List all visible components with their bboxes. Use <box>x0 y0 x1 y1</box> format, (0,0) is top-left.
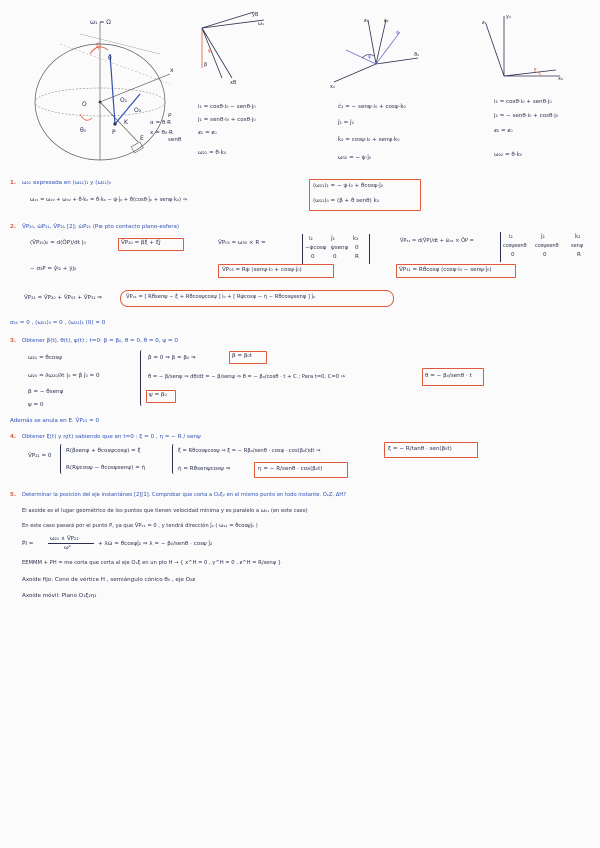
section2-vp21-sum: V̄P₂₁ = V̄P₂₀ + V̄P₀₃ + V̄P₃₁ ⇒ <box>24 295 102 301</box>
section4-box-xi-text: ξ = − R/tanθ · sen(β₀t) <box>388 446 452 452</box>
sphere-label-theta0: θ₀ <box>80 127 87 134</box>
axes3-label-y0: y₀ <box>506 14 511 20</box>
m2-c4: cosψsenθ <box>535 243 559 249</box>
section2-box-vp03-text: V̄P₀₃ = Rψ̇ (senψ·i̇₀ + cosψ·ĵ₀) <box>222 267 302 273</box>
sphere-formula-4: senθ <box>168 137 182 143</box>
axes3-label-z2: ƶ₂ <box>482 20 487 26</box>
section3-note: Además se anula en E. V̄P₂₁ = 0 <box>10 418 100 424</box>
section5-frac-bar <box>48 543 94 544</box>
axes1-label-yB: yB <box>252 12 259 18</box>
section3-box-psi-text: ψ = β₀ <box>149 392 167 398</box>
col2-eq-3: k̂₂ = cosψ·i̇₀ + senψ·k̇₀ <box>338 137 400 143</box>
section4-brace-2 <box>172 444 176 474</box>
section1-number: 1. <box>10 180 17 186</box>
section5-line-5: Axoide fijo: Cono de vértice H , semiángulo cónico θ₀ , eje O₂ƶ <box>22 577 196 583</box>
section4-box-eta-text: η = − R/senθ · cos(β₀t) <box>258 466 323 472</box>
section2-vp31-def: V̄P₃₁ = d(V̄P)/dt + ω̄₃₁ × ŌP = <box>400 238 474 244</box>
axes3-label-x0: x₀ <box>558 76 563 82</box>
axes-diagram-2 <box>328 14 428 94</box>
col3-eq-2: j̇₂ = − senθ·i̇₀ + cosθ·j̇₀ <box>494 113 559 119</box>
section5-pi-frac-top: ω₂₁ ∧ V̄P₂₁ <box>50 536 79 542</box>
section5-line-4: EEMMM + PH = me corta que corta al eje O₁ξ en un pto H → { x^H = 0 , y^H = 0 , ƶ^H = R/senψ } <box>22 560 282 566</box>
m2-c7: 0 <box>543 252 547 258</box>
axes1-label-psi: ψ <box>208 48 212 54</box>
section4-right-1: ξ̇ = Rθ̇cosψcosψ ⇒ ξ = − Rβ₀/senθ · cosψ · cos(β₀t)dt ⇒ <box>178 448 321 454</box>
axes1-label-omega: ω₁ <box>258 21 265 27</box>
section2-vp21-result: V̄P₂₁ = [ Rθ̇senψ − ξ̇ + Rθ̇cosψcosψ ] i̇₀ + [ Rψ̇cosψ − η̇ − Rθ̇cosψsenψ ] ĵ₀ <box>126 294 316 300</box>
col1-eq-3: ƶ₁ = ƶ₀ <box>198 130 217 136</box>
section2-title: V̄P₂₀, ω̄P₂₁, V̄P₂₁ [2]; ω̄P₂₁ (P≡ pto contacto plano-esfera) <box>22 224 180 230</box>
axes2-label-z2: ƶ₂ <box>384 18 389 24</box>
sphere-label-O1: O₁ <box>120 97 128 104</box>
section2-vp20-derivative: (V̄P₂₀)₀ = d(ŌP)/dt |₀ <box>30 240 86 246</box>
axes1-label-xB: xB <box>230 80 237 86</box>
section2-box-vp20-text: V̄P₂₀ = β̇ξ̇ + ξ̇ĵ <box>121 240 161 246</box>
section4-brace <box>60 444 64 474</box>
m2-c3: cosψsenθ <box>503 243 527 249</box>
m2-c6: 0 <box>511 252 515 258</box>
axes1-label-beta: β <box>204 62 208 68</box>
sphere-label-xi: ξ̇ <box>96 43 100 50</box>
section1-result-1: (ω₂₁)₁ = − ψ̇·i̇₀ + θ̇cosψ·ĵ₀ <box>313 183 384 189</box>
col1-eq-2: j̇₁ = senθ·i̇₀ + cosθ·j̇₀ <box>198 117 256 123</box>
sphere-diagram <box>20 14 190 164</box>
sphere-formula-3: x = θ₀·R <box>150 130 173 136</box>
section4-title: Obtener ξ(t) y η(t) sabiendo que en t=0 : ξ = 0 , η = − R / senψ <box>22 434 201 440</box>
sphere-label-K: K <box>124 119 128 126</box>
sphere-label-omega: ω₁ = Ω <box>90 19 111 26</box>
col1-eq-1: i̇₁ = cosθ·i̇₀ − senθ·j̇₀ <box>198 104 256 110</box>
section2-number: 2. <box>10 224 17 230</box>
col2-eq-4: ω₃₂ = − ψ̇·ĵ₀ <box>338 155 372 161</box>
m2-c0: i̇₂ <box>509 234 513 240</box>
section3-left-1: ω₂₁ = θ̇cosψ <box>28 355 62 361</box>
section2-matrix-1 <box>302 234 370 264</box>
section1-equation: ω₂₁ = ω₂₀ + ω₃₂ + θ̇·k̇₀ = θ̇·k̇₀ − ψ̇·ĵ₀ + θ̇(cosθ·ĵ₀ + senψ·k̇₀) ⇒ <box>30 197 188 203</box>
col2-eq-2: ĵ₂ = ĵ₀ <box>338 120 354 126</box>
axes2-label-psi: ψ <box>368 54 372 60</box>
section3-brace <box>140 350 144 406</box>
section3-box-theta-text: θ = − β₀/senθ · t <box>425 373 472 379</box>
section5-line-2: En este caso pasará por el punto P, ya que V̄P₂₁ = 0 , y tendrá dirección ĵ₂ ( ω₂₁ = θ̇cosψĵ₂ ) <box>22 523 258 529</box>
axes-diagram-3 <box>478 10 568 90</box>
m1-c3: −ψ̇cosψ <box>305 245 327 251</box>
col2-eq-1: ĉ₂ = − senψ·i̇₀ + cosψ·k̇₀ <box>338 104 406 110</box>
m1-c8: R <box>355 254 359 260</box>
sphere-label-P: P <box>112 129 116 136</box>
m2-c2: k̇₂ <box>575 234 581 240</box>
m1-c1: ĵ₂ <box>331 236 335 242</box>
axes2-label-x2: x₂ <box>330 84 335 90</box>
m1-c7: 0 <box>333 254 337 260</box>
sphere-label-E: E <box>140 135 144 142</box>
col1-eq-4: ω₂₁ = θ̇·k̇₀ <box>198 150 227 156</box>
section5-line-1: El axoide es el lugar geométrico de los puntos que tienen velocidad mínima y es paralelo a ω₂₁ (en este caso) <box>22 508 308 514</box>
section3-left-2: ω₂₀ = ∂ω₂₀/∂t |₀ = β̇ ĵ₀ = 0 <box>28 373 100 379</box>
section1-result-2: (ω₂₁)₀ = (β̇ + θ̇ senθ) k̇₀ <box>313 198 379 204</box>
section3-title: Obtener β(t), θ(t), ψ(t) ; t=0: β = β₀, θ = 0, θ̇ = 0, ψ = 0 <box>22 338 178 344</box>
sphere-label-theta: θ <box>108 55 112 62</box>
axes2-label-psidot: ψ̇ <box>396 30 400 36</box>
m2-c8: R <box>577 252 581 258</box>
section4-case-2: R(Rψ̇cosψ − θ̇cosψsenψ) = η̇ <box>66 465 146 471</box>
section5-title: Determinar la posición del eje instantáneo [2][1]. Comprobar que corta a O₂ξ₂ en el mismo punto en todo instante. O₂Z, ΔH? <box>22 492 346 498</box>
section2-conditions: σ₂₀ = 0 , (ω₂₁)₀ = 0 , (ω₂₁)₁ (0) = 0 <box>10 320 106 326</box>
col3-eq-1: i̇₂ = cosθ·i̇₀ + senθ·j̇₀ <box>494 99 552 105</box>
section4-case-1: R(β̇senψ + θ̇cosψcosψ) = ξ̇ <box>66 448 141 454</box>
section1-title: ω₂₁ expresada en (ω₂₁)₁ y (ω₂₁)₀ <box>22 180 112 186</box>
col3-eq-3: ƶ₂ = ƶ₀ <box>494 128 513 134</box>
section5-pi-label: P̄I = <box>22 541 34 547</box>
section2-matrix-2 <box>500 232 593 262</box>
section3-box-beta-text: β = β₀t <box>232 353 252 359</box>
section4-lhs: V̄P₂₁ = 0 <box>28 453 52 459</box>
sphere-formula-1: α = θ·R <box>150 120 172 126</box>
m1-c5: 0 <box>355 245 359 251</box>
section3-left-3: β = − θ̇senψ <box>28 389 64 395</box>
m1-c4: ψ̇senψ <box>331 245 349 251</box>
section3-number: 3. <box>10 338 17 344</box>
sphere-label-O: O <box>82 101 87 108</box>
section4-number: 4. <box>10 434 17 440</box>
sphere-label-O2: O₂ <box>134 107 142 114</box>
m1-c0: i̇₂ <box>309 236 313 242</box>
section2-vp03-def: V̄P₀₃ = ω₃₀ × R = <box>218 240 266 246</box>
section4-right-2: η̇ = Rθ̇senψcosψ ⇒ <box>178 466 231 472</box>
section3-right-1: β̇ = 0 ⇒ β = β₀ ⇒ <box>148 355 196 361</box>
section5-pi-frac-bot: ω² <box>64 545 71 551</box>
section5-pi-rest: + λω̄ = θ̇cosψĵ₂ ⇒ λ = − β₀/senθ · cosψ ĵ₂ <box>98 541 213 547</box>
col3-eq-4: ω₂₀ = θ̇·k̇₀ <box>494 152 523 158</box>
axes-diagram-1 <box>192 8 272 88</box>
axes2-label-z0: ƶ₀ <box>364 18 369 24</box>
m2-c1: ĵ₂ <box>541 234 545 240</box>
m1-c2: k̇₂ <box>353 236 359 242</box>
axes2-label-theta0: ϑ₀ <box>414 52 420 58</box>
m1-c6: 0 <box>311 254 315 260</box>
section2-box-vp31-text: V̄P₃₁ = Rθ̇cosψ (cosψ·i̇₀ − senψ·ĵ₀) <box>399 267 492 273</box>
section5-line-6: Axoide móvil: Plano O₁ξ₂η₁ <box>22 593 97 599</box>
section5-number: 5. <box>10 492 17 498</box>
section3-right-2: θ̇ = − β/senψ ⇒ dθ/dt = − β/senψ ⇒ θ = − β₀/cosθ · t + C ; Para t=0, C=0 ⇒ <box>148 374 346 380</box>
m2-c5: senψ <box>571 243 584 249</box>
section2-sigma-line: − σ₃P = ŷ̇i₂ + ẏ̇j₂ <box>30 266 77 272</box>
sphere-label-x: x <box>170 67 174 74</box>
sphere-formula-2: ρ <box>168 112 172 118</box>
axes3-label-xi: ξ <box>534 68 537 74</box>
section3-left-4: ψ = 0 <box>28 402 44 408</box>
